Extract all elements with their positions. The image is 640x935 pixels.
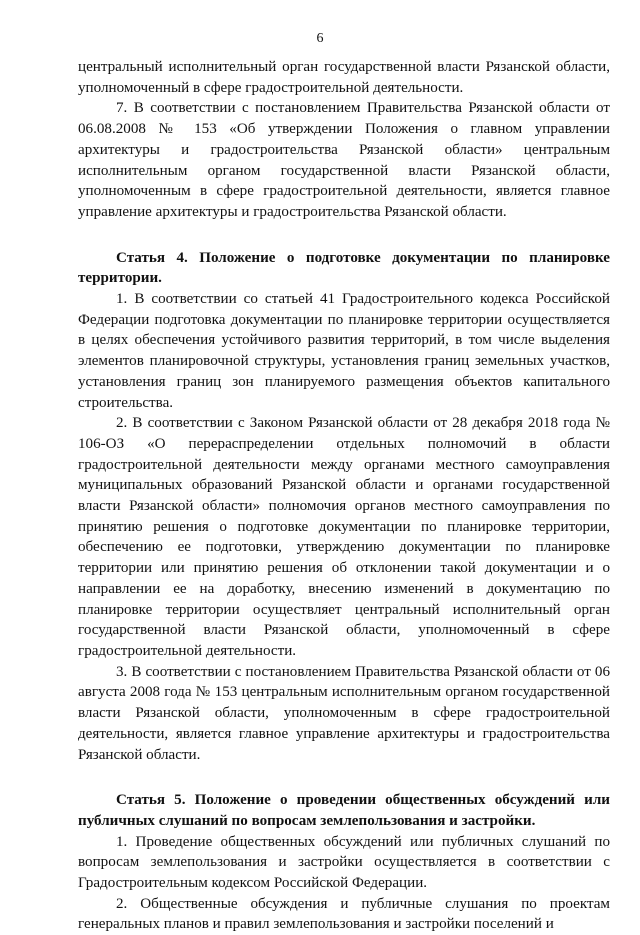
paragraph-item-7: 7. В соответствии с постановлением Правительства Рязанской области от 06.08.2008 № 153 «Об утверждении Положения о главном управлении архитектуры и градостроительства Рязанской области» центральным исполнительным органом государственной власти Рязанской области, уполномоченным в сфере градостроительной деятельности, является главное управление архитектуры и градостроительства Рязанской области. [78,100,610,220]
document-body [78,57,610,935]
article-5-item-1: 1. Проведение общественных обсуждений или публичных слушаний по вопросам землепользования и застройки осуществляется в соответствии с Градостроительным кодексом Российской Федерации. [78,833,610,892]
paragraph-continuation: центральный исполнительный орган государственной власти Рязанской области, уполномоченный в сфере градостроительной деятельности. [78,59,610,96]
page-number: 6 [316,31,324,46]
article-4-heading: Статья 4. Положение о подготовке документации по планировке территории. [78,249,610,287]
article-4-item-3: 3. В соответствии с постановлением Правительства Рязанской области от 06 августа 2008 года № 153 центральным исполнительным органом государственной власти Рязанской области, уполномоченным в сфере градостроительной деятельности, является главное управление архитектуры и градостроительства Рязанской области. [78,663,610,763]
article-4-item-1: 1. В соответствии со статьей 41 Градостроительного кодекса Российской Федерации подготовка документации по планировке территории осуществляется в целях обеспечения устойчивого развития территорий, в том числе выделения элементов планировочной структуры, установления границ земельных участков, установления границ зон планируемого размещения объектов капитального строительства. [78,291,610,411]
article-4-item-2: 2. В соответствии с Законом Рязанской области от 28 декабря 2018 года № 106-ОЗ «О перераспределении отдельных полномочий в области градостроительной деятельности между органами местного самоуправления муниципальных образований Рязанской области и органами государственной власти Рязанской области» полномочия органов местного самоуправления по принятию решения о подготовке документации по планировке территории, обеспечению ее подготовки, утверждению документации по планировке территории или принятию решения об отклонении такой документации и о направлении ее на доработку, внесению изменений в документацию по планировке территории осуществляет центральный исполнительный орган государственной власти Рязанской области, уполномоченный в сфере градостроительной деятельности. [78,415,610,659]
article-5-heading: Статья 5. Положение о проведении общественных обсуждений или публичных слушаний по вопросам землепользования и застройки. [78,792,610,829]
article-5-item-2: 2. Общественные обсуждения и публичные слушания по проектам генеральных планов и правил землепользования и застройки поселений и [78,895,610,933]
